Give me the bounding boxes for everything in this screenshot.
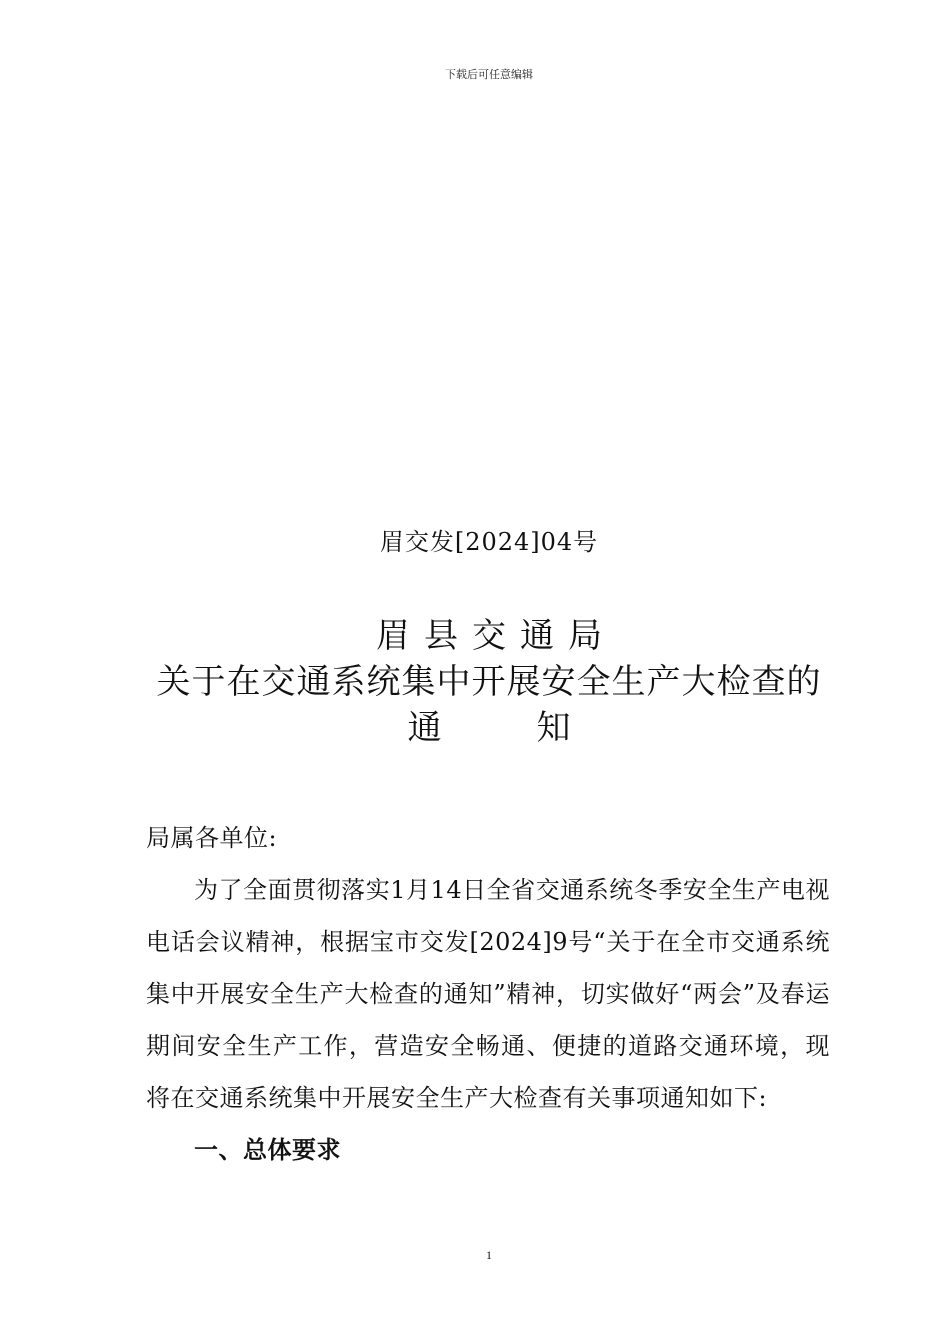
title-subject: 关于在交通系统集中开展安全生产大检查的 (156, 662, 822, 702)
title-issuer: 眉县交通局 (376, 616, 616, 656)
title-doc-type-char1: 通 (407, 708, 442, 748)
title-doc-type (0, 705, 950, 751)
document-body (146, 812, 830, 1176)
section-heading: 一、总体要求 (194, 1136, 341, 1164)
document-title (0, 613, 950, 751)
page-number: 1 (486, 1248, 492, 1262)
title-doc-type-char2: 知 (536, 708, 571, 748)
salutation: 局属各单位: (146, 824, 278, 852)
body-paragraph: 为了全面贯彻落实1月14日全省交通系统冬季安全生产电视电话会议精神，根据宝市交发[2024]9号“关于在全市交通系统集中开展安全生产大检查的通知”精神，切实做好“两会”及春运期间安全生产工作，营造安全畅通、便捷的道路交通环境，现将在交通系统集中开展安全生产大检查有关事项通知如下: (146, 876, 830, 1112)
header-note: 下载后可任意编辑 (445, 68, 533, 81)
document-number: 眉交发[2024]04号 (379, 528, 599, 556)
